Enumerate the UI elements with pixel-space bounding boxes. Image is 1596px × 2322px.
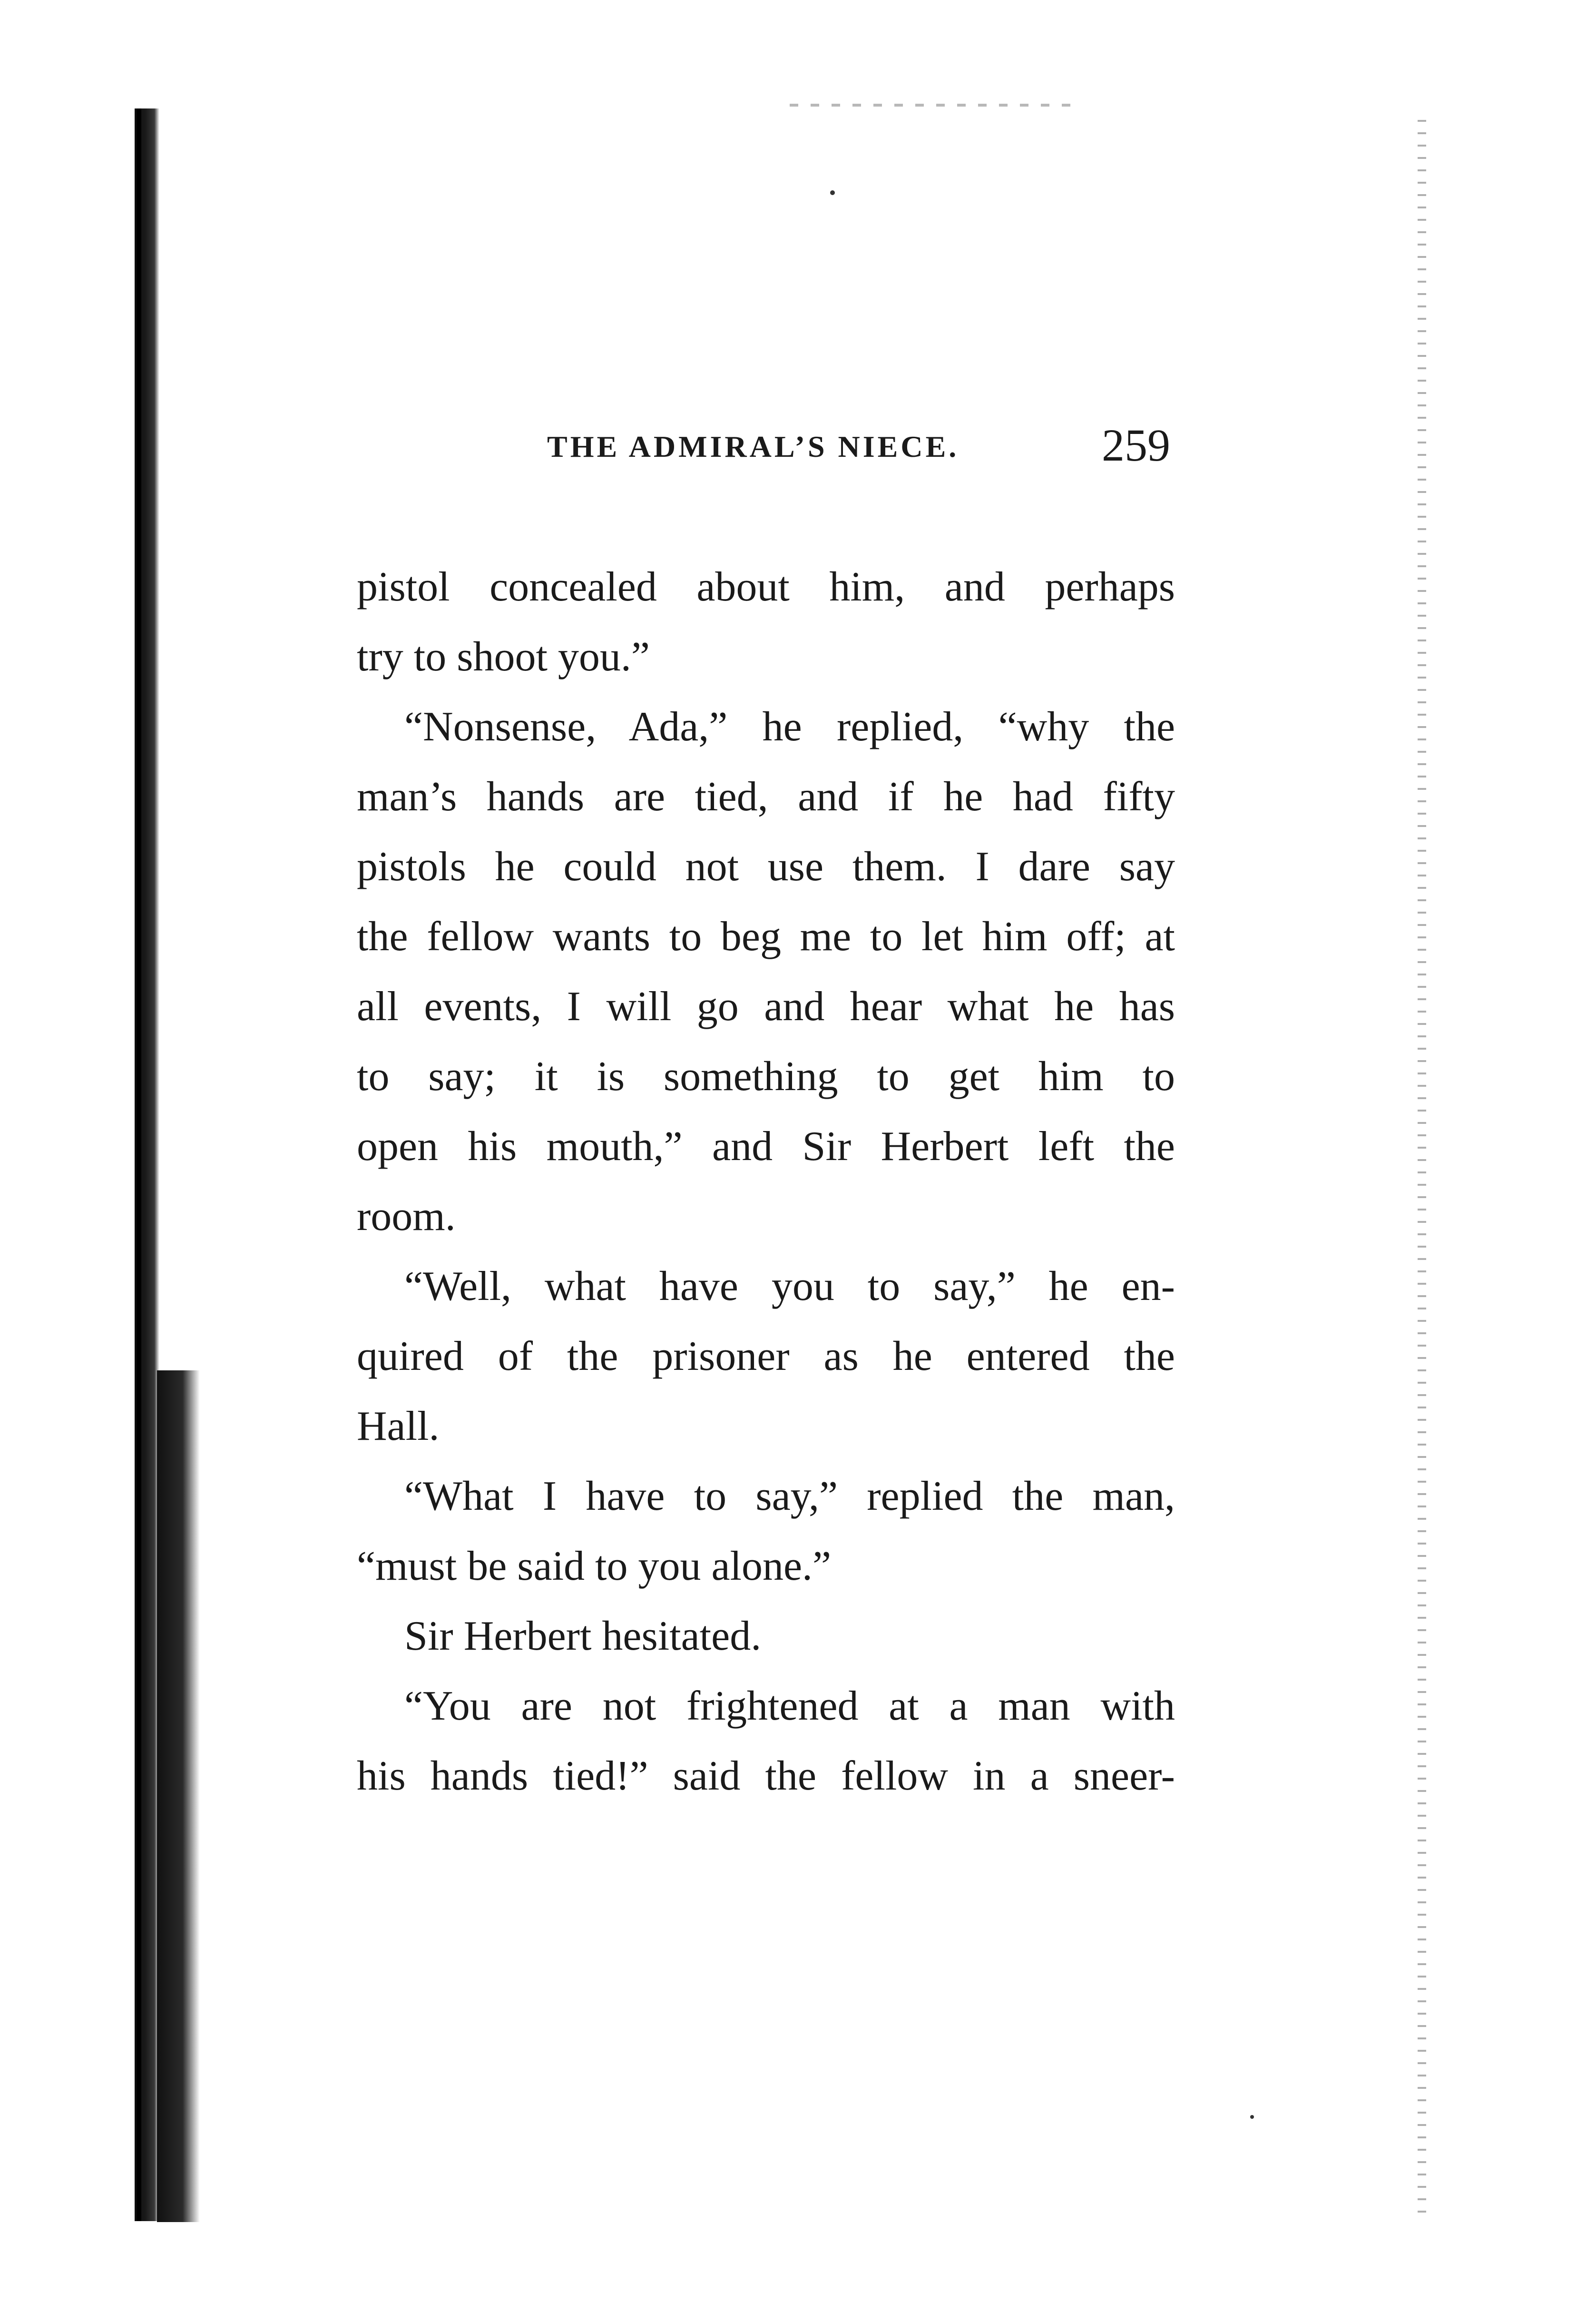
page-number: 259 <box>1102 420 1170 471</box>
text-line: man’s hands are tied, and if he had fifty <box>357 774 1175 820</box>
text-line: open his mouth,” and Sir Herbert left the <box>357 1123 1175 1170</box>
running-title: THE ADMIRAL’S NIECE. <box>547 430 960 463</box>
text-line: to say; it is something to get him to <box>357 1053 1175 1100</box>
text-line: quired of the prisoner as he entered the <box>357 1333 1175 1379</box>
text-line: all events, I will go and hear what he has <box>357 984 1175 1030</box>
text-line: pistols he could not use them. I dare say <box>357 844 1175 890</box>
text-line: pistol concealed about him, and perhaps <box>357 564 1175 610</box>
text-line: try to shoot you.” <box>357 634 650 680</box>
binding-shadow-lower <box>157 1370 200 2222</box>
binding-edge-line <box>137 108 141 2221</box>
text-line: Sir Herbert hesitated. <box>404 1613 762 1659</box>
page-edge-speckle <box>1418 109 1426 2213</box>
top-edge-marks <box>790 104 1075 107</box>
text-line: the fellow wants to beg me to let him off; at <box>357 914 1175 960</box>
text-line: “You are not frightened at a man with <box>404 1683 1175 1729</box>
text-line: “Well, what have you to say,” he en- <box>404 1263 1175 1309</box>
text-line: “must be said to you alone.” <box>357 1543 832 1589</box>
running-header <box>547 419 1170 476</box>
body-text <box>357 552 1175 1811</box>
text-line: “What I have to say,” replied the man, <box>404 1473 1175 1519</box>
ink-speck <box>830 190 835 195</box>
text-line: Hall. <box>357 1403 440 1449</box>
ink-speck <box>1250 2115 1254 2119</box>
text-line: his hands tied!” said the fellow in a sneer- <box>357 1753 1175 1799</box>
text-line: room. <box>357 1193 456 1240</box>
text-line: “Nonsense, Ada,” he replied, “why the <box>404 704 1175 750</box>
